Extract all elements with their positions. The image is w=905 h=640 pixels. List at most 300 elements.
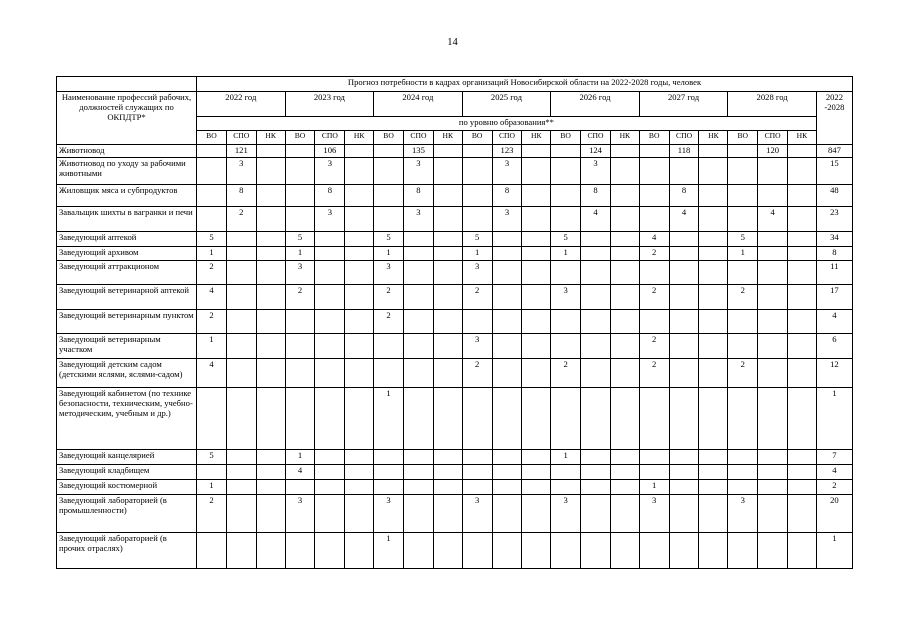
value-cell xyxy=(581,533,611,569)
value-cell xyxy=(403,495,433,533)
edu-subcolumn-header: СПО xyxy=(669,131,699,145)
value-cell: 2 xyxy=(728,285,758,310)
value-cell xyxy=(403,247,433,261)
value-cell: 1 xyxy=(285,450,315,465)
value-cell: 5 xyxy=(728,232,758,247)
value-cell xyxy=(462,465,492,480)
profession-name: Заведующий ветеринарным пунктом xyxy=(57,310,197,334)
value-cell xyxy=(581,285,611,310)
value-cell xyxy=(256,533,285,569)
value-cell xyxy=(462,533,492,569)
value-cell xyxy=(374,480,404,495)
table-row xyxy=(57,388,853,450)
value-cell xyxy=(788,207,817,232)
value-cell xyxy=(639,185,669,207)
value-cell xyxy=(256,285,285,310)
value-cell xyxy=(728,450,758,465)
value-cell xyxy=(256,158,285,185)
value-cell xyxy=(226,388,256,450)
table-row xyxy=(57,285,853,310)
total-cell: 20 xyxy=(816,495,852,533)
value-cell xyxy=(610,533,639,569)
table-row xyxy=(57,334,853,359)
value-cell xyxy=(610,480,639,495)
value-cell xyxy=(285,359,315,388)
value-cell xyxy=(433,261,462,285)
value-cell xyxy=(256,247,285,261)
value-cell xyxy=(522,185,551,207)
value-cell: 3 xyxy=(462,495,492,533)
value-cell xyxy=(758,158,788,185)
value-cell xyxy=(669,495,699,533)
value-cell xyxy=(374,450,404,465)
value-cell: 8 xyxy=(403,185,433,207)
value-cell: 3 xyxy=(492,158,522,185)
value-cell xyxy=(462,145,492,158)
value-cell xyxy=(728,207,758,232)
value-cell xyxy=(522,388,551,450)
value-cell: 124 xyxy=(581,145,611,158)
value-cell xyxy=(669,465,699,480)
value-cell: 5 xyxy=(462,232,492,247)
value-cell: 5 xyxy=(197,232,227,247)
profession-name: Заведующий кабинетом (по технике безопасности, техническим, учебно-методическим, учебным и др.) xyxy=(57,388,197,450)
table-row xyxy=(57,465,853,480)
value-cell xyxy=(492,261,522,285)
value-cell xyxy=(639,465,669,480)
value-cell xyxy=(462,480,492,495)
profession-name: Заведующий костюмерной xyxy=(57,480,197,495)
value-cell xyxy=(758,480,788,495)
value-cell xyxy=(522,450,551,465)
value-cell xyxy=(581,495,611,533)
table-row xyxy=(57,232,853,247)
value-cell xyxy=(197,465,227,480)
header-year-row xyxy=(57,92,853,117)
value-cell xyxy=(758,359,788,388)
value-cell xyxy=(315,261,345,285)
value-cell: 1 xyxy=(197,480,227,495)
value-cell xyxy=(226,310,256,334)
value-cell xyxy=(197,158,227,185)
value-cell xyxy=(610,207,639,232)
value-cell xyxy=(433,207,462,232)
value-cell: 1 xyxy=(728,247,758,261)
value-cell xyxy=(197,207,227,232)
value-cell xyxy=(433,465,462,480)
value-cell xyxy=(551,533,581,569)
value-cell xyxy=(522,247,551,261)
value-cell xyxy=(788,450,817,465)
total-cell: 1 xyxy=(816,388,852,450)
value-cell xyxy=(610,145,639,158)
value-cell xyxy=(581,388,611,450)
value-cell: 4 xyxy=(758,207,788,232)
value-cell xyxy=(728,158,758,185)
value-cell: 4 xyxy=(669,207,699,232)
value-cell xyxy=(788,232,817,247)
value-cell: 3 xyxy=(285,261,315,285)
total-cell: 11 xyxy=(816,261,852,285)
value-cell: 106 xyxy=(315,145,345,158)
table-row xyxy=(57,261,853,285)
value-cell: 118 xyxy=(669,145,699,158)
value-cell xyxy=(758,310,788,334)
edu-subcolumn-header: ВО xyxy=(197,131,227,145)
value-cell: 3 xyxy=(728,495,758,533)
value-cell: 4 xyxy=(581,207,611,232)
table-row xyxy=(57,145,853,158)
value-cell xyxy=(256,465,285,480)
value-cell xyxy=(639,207,669,232)
value-cell xyxy=(610,334,639,359)
total-cell: 17 xyxy=(816,285,852,310)
value-cell xyxy=(699,310,728,334)
value-cell: 4 xyxy=(197,285,227,310)
value-cell xyxy=(699,247,728,261)
value-cell xyxy=(581,310,611,334)
value-cell: 4 xyxy=(285,465,315,480)
value-cell xyxy=(256,495,285,533)
table-row xyxy=(57,480,853,495)
corner-cell xyxy=(57,77,197,92)
value-cell: 3 xyxy=(403,207,433,232)
value-cell xyxy=(699,388,728,450)
value-cell xyxy=(788,158,817,185)
total-cell: 8 xyxy=(816,247,852,261)
value-cell xyxy=(551,388,581,450)
value-cell: 1 xyxy=(197,247,227,261)
value-cell xyxy=(551,310,581,334)
table-row xyxy=(57,450,853,465)
value-cell xyxy=(345,247,374,261)
edu-subcolumn-header: ВО xyxy=(639,131,669,145)
value-cell: 8 xyxy=(315,185,345,207)
value-cell xyxy=(256,261,285,285)
total-cell: 7 xyxy=(816,450,852,465)
value-cell xyxy=(669,285,699,310)
value-cell xyxy=(699,145,728,158)
value-cell xyxy=(433,480,462,495)
edu-subcolumn-header: НК xyxy=(699,131,728,145)
value-cell: 8 xyxy=(669,185,699,207)
value-cell xyxy=(788,334,817,359)
page-number: 14 xyxy=(447,37,458,48)
value-cell: 3 xyxy=(581,158,611,185)
value-cell xyxy=(345,334,374,359)
value-cell xyxy=(345,533,374,569)
table-row xyxy=(57,359,853,388)
value-cell xyxy=(581,359,611,388)
year-header: 2027 год xyxy=(639,92,728,117)
value-cell xyxy=(433,495,462,533)
value-cell: 3 xyxy=(639,495,669,533)
year-header: 2025 год xyxy=(462,92,551,117)
value-cell: 1 xyxy=(374,533,404,569)
total-cell: 4 xyxy=(816,310,852,334)
value-cell xyxy=(728,388,758,450)
value-cell xyxy=(462,158,492,185)
value-cell xyxy=(285,334,315,359)
value-cell: 1 xyxy=(374,247,404,261)
value-cell xyxy=(345,232,374,247)
value-cell xyxy=(256,450,285,465)
value-cell xyxy=(403,359,433,388)
value-cell xyxy=(639,145,669,158)
year-header: 2024 год xyxy=(374,92,463,117)
total-cell: 2 xyxy=(816,480,852,495)
edu-subcolumn-header: ВО xyxy=(462,131,492,145)
value-cell xyxy=(522,310,551,334)
value-cell xyxy=(522,145,551,158)
value-cell xyxy=(788,145,817,158)
value-cell xyxy=(788,495,817,533)
value-cell: 1 xyxy=(462,247,492,261)
value-cell xyxy=(669,334,699,359)
value-cell xyxy=(610,158,639,185)
value-cell xyxy=(492,232,522,247)
value-cell xyxy=(285,480,315,495)
value-cell: 121 xyxy=(226,145,256,158)
value-cell xyxy=(197,533,227,569)
profession-name: Животновод xyxy=(57,145,197,158)
value-cell xyxy=(551,145,581,158)
value-cell xyxy=(226,285,256,310)
value-cell xyxy=(728,261,758,285)
value-cell: 3 xyxy=(462,261,492,285)
edu-subcolumn-header: СПО xyxy=(403,131,433,145)
value-cell xyxy=(610,247,639,261)
value-cell xyxy=(669,158,699,185)
table-row xyxy=(57,247,853,261)
value-cell xyxy=(256,145,285,158)
value-cell xyxy=(699,480,728,495)
value-cell xyxy=(433,388,462,450)
value-cell xyxy=(226,450,256,465)
value-cell xyxy=(403,450,433,465)
year-header: 2026 год xyxy=(551,92,640,117)
value-cell xyxy=(345,480,374,495)
value-cell xyxy=(610,388,639,450)
edu-subcolumn-header: НК xyxy=(522,131,551,145)
value-cell xyxy=(699,495,728,533)
value-cell: 2 xyxy=(197,261,227,285)
value-cell xyxy=(226,495,256,533)
value-cell xyxy=(699,533,728,569)
edu-subcolumn-header: СПО xyxy=(581,131,611,145)
edu-subcolumn-header: ВО xyxy=(285,131,315,145)
value-cell xyxy=(758,465,788,480)
value-cell xyxy=(256,388,285,450)
edu-subcolumn-header: СПО xyxy=(758,131,788,145)
total-column-header: 2022 -2028 xyxy=(816,92,852,145)
value-cell xyxy=(669,261,699,285)
value-cell xyxy=(374,158,404,185)
profession-name: Заведующий детским садом (детскими яслями, яслями-садом) xyxy=(57,359,197,388)
profession-name: Заведующий ветеринарной аптекой xyxy=(57,285,197,310)
edu-subcolumn-header: ВО xyxy=(374,131,404,145)
value-cell xyxy=(315,334,345,359)
total-cell: 34 xyxy=(816,232,852,247)
value-cell xyxy=(551,261,581,285)
education-level-header: по уровню образования** xyxy=(197,117,817,131)
value-cell xyxy=(433,334,462,359)
value-cell xyxy=(669,533,699,569)
value-cell xyxy=(758,388,788,450)
value-cell xyxy=(315,450,345,465)
value-cell: 5 xyxy=(551,232,581,247)
value-cell xyxy=(581,334,611,359)
value-cell: 1 xyxy=(639,480,669,495)
value-cell xyxy=(788,388,817,450)
value-cell xyxy=(788,261,817,285)
value-cell xyxy=(403,533,433,569)
value-cell xyxy=(285,533,315,569)
value-cell xyxy=(551,334,581,359)
value-cell xyxy=(256,480,285,495)
value-cell xyxy=(256,359,285,388)
value-cell: 3 xyxy=(226,158,256,185)
profession-name: Заведующий канцелярией xyxy=(57,450,197,465)
value-cell: 135 xyxy=(403,145,433,158)
value-cell: 2 xyxy=(197,495,227,533)
value-cell xyxy=(492,533,522,569)
value-cell xyxy=(699,359,728,388)
value-cell xyxy=(403,480,433,495)
value-cell xyxy=(403,334,433,359)
value-cell xyxy=(315,285,345,310)
value-cell xyxy=(315,232,345,247)
value-cell xyxy=(610,465,639,480)
value-cell xyxy=(669,359,699,388)
value-cell xyxy=(639,388,669,450)
value-cell xyxy=(433,450,462,465)
value-cell xyxy=(462,207,492,232)
value-cell xyxy=(758,495,788,533)
value-cell xyxy=(728,185,758,207)
value-cell xyxy=(492,388,522,450)
value-cell xyxy=(315,388,345,450)
value-cell xyxy=(788,359,817,388)
value-cell xyxy=(728,480,758,495)
value-cell: 3 xyxy=(403,158,433,185)
value-cell xyxy=(226,533,256,569)
value-cell xyxy=(492,465,522,480)
value-cell xyxy=(433,533,462,569)
value-cell xyxy=(374,465,404,480)
value-cell xyxy=(256,310,285,334)
value-cell xyxy=(492,450,522,465)
value-cell xyxy=(315,310,345,334)
value-cell xyxy=(639,310,669,334)
value-cell xyxy=(462,450,492,465)
value-cell xyxy=(197,145,227,158)
value-cell xyxy=(345,145,374,158)
value-cell: 2 xyxy=(728,359,758,388)
table-row xyxy=(57,185,853,207)
value-cell xyxy=(345,465,374,480)
value-cell: 8 xyxy=(581,185,611,207)
value-cell xyxy=(699,465,728,480)
value-cell xyxy=(433,145,462,158)
value-cell xyxy=(492,495,522,533)
value-cell xyxy=(699,261,728,285)
value-cell xyxy=(788,310,817,334)
total-cell: 4 xyxy=(816,465,852,480)
value-cell xyxy=(551,185,581,207)
value-cell xyxy=(197,185,227,207)
value-cell: 4 xyxy=(639,232,669,247)
value-cell xyxy=(285,145,315,158)
value-cell xyxy=(758,232,788,247)
table-row xyxy=(57,207,853,232)
value-cell xyxy=(639,533,669,569)
value-cell xyxy=(610,359,639,388)
total-cell: 12 xyxy=(816,359,852,388)
value-cell xyxy=(522,261,551,285)
value-cell xyxy=(788,533,817,569)
value-cell xyxy=(345,359,374,388)
value-cell xyxy=(639,261,669,285)
value-cell xyxy=(462,185,492,207)
value-cell: 5 xyxy=(197,450,227,465)
value-cell: 3 xyxy=(374,495,404,533)
value-cell xyxy=(403,232,433,247)
profession-name: Завальщик шихты в вагранки и печи xyxy=(57,207,197,232)
value-cell xyxy=(699,185,728,207)
value-cell xyxy=(639,450,669,465)
table-title: Прогноз потребности в кадрах организаций Новосибирской области на 2022-2028 годы, человек xyxy=(197,77,853,92)
value-cell xyxy=(758,334,788,359)
value-cell xyxy=(256,185,285,207)
value-cell xyxy=(758,247,788,261)
profession-name: Заведующий аптекой xyxy=(57,232,197,247)
edu-subcolumn-header: СПО xyxy=(492,131,522,145)
edu-subcolumn-header: НК xyxy=(788,131,817,145)
total-cell: 23 xyxy=(816,207,852,232)
table-row xyxy=(57,533,853,569)
value-cell xyxy=(551,480,581,495)
value-cell xyxy=(315,247,345,261)
value-cell xyxy=(581,247,611,261)
value-cell: 3 xyxy=(285,495,315,533)
value-cell: 4 xyxy=(197,359,227,388)
profession-name: Заведующий архивом xyxy=(57,247,197,261)
value-cell xyxy=(256,334,285,359)
value-cell xyxy=(433,285,462,310)
table-row xyxy=(57,495,853,533)
value-cell xyxy=(374,185,404,207)
value-cell: 2 xyxy=(374,285,404,310)
total-cell: 6 xyxy=(816,334,852,359)
value-cell xyxy=(669,310,699,334)
value-cell xyxy=(345,158,374,185)
value-cell xyxy=(345,310,374,334)
value-cell: 2 xyxy=(197,310,227,334)
total-cell: 15 xyxy=(816,158,852,185)
value-cell xyxy=(522,334,551,359)
value-cell: 3 xyxy=(462,334,492,359)
value-cell xyxy=(433,247,462,261)
value-cell xyxy=(551,465,581,480)
value-cell: 1 xyxy=(374,388,404,450)
value-cell xyxy=(285,185,315,207)
value-cell: 8 xyxy=(226,185,256,207)
value-cell xyxy=(669,450,699,465)
value-cell xyxy=(462,388,492,450)
value-cell xyxy=(610,185,639,207)
value-cell xyxy=(226,480,256,495)
